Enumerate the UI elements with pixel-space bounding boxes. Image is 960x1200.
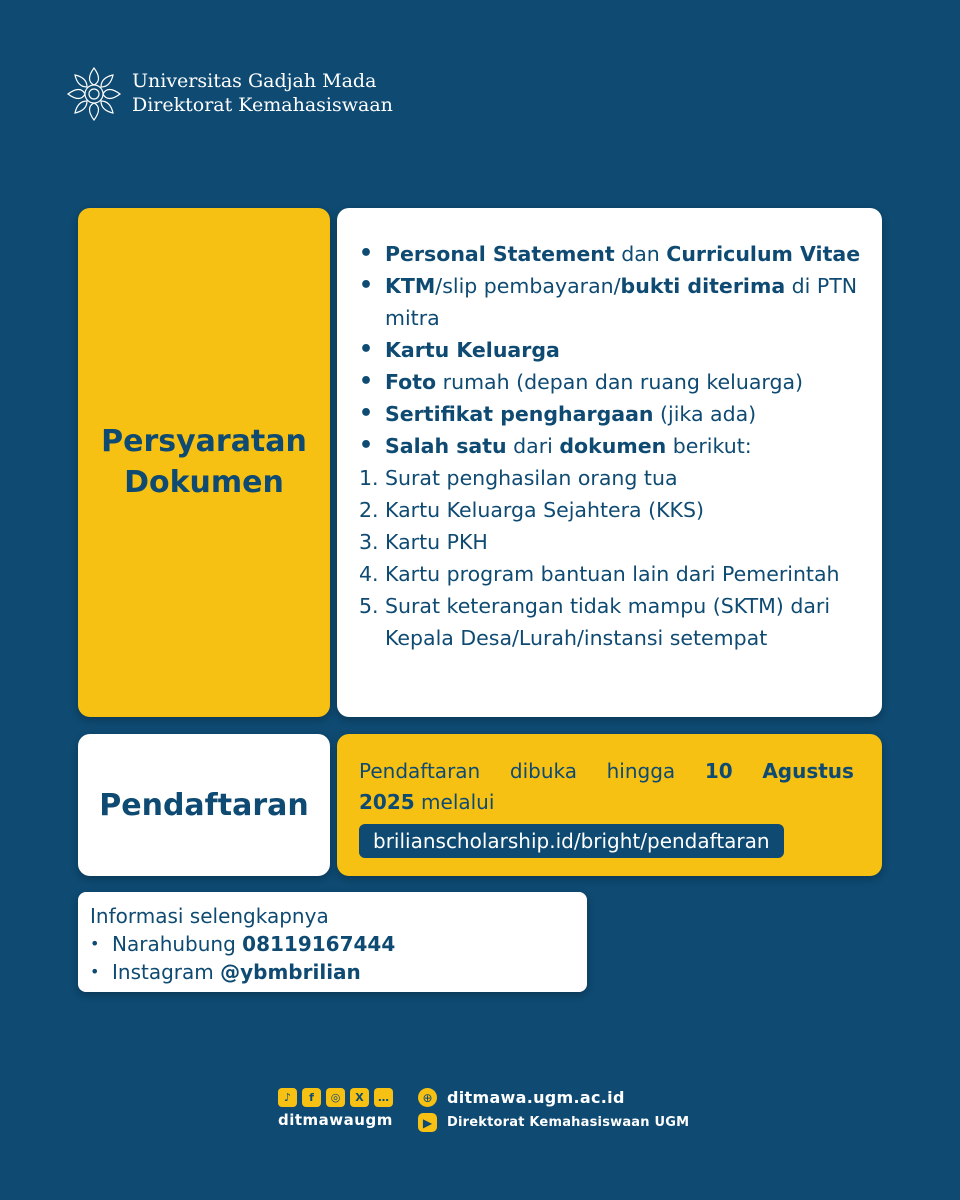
document-option-text: Kartu program bantuan lain dari Pemerintah	[385, 562, 840, 586]
contact-item	[90, 930, 575, 958]
youtube-row[interactable]	[418, 1113, 689, 1132]
number-marker: 5.	[359, 594, 379, 618]
contact-label: Narahubung	[112, 932, 243, 956]
contact-title: Informasi selengkapnya	[90, 904, 329, 928]
requirement-text: KTM	[385, 274, 436, 298]
bullet-marker: •	[359, 241, 374, 266]
registration-word: Agustus	[762, 759, 854, 783]
document-option-text: Surat penghasilan orang tua	[385, 466, 678, 490]
requirement-text: di PTN mitra	[385, 274, 858, 330]
bullet-marker: •	[359, 433, 374, 458]
requirement-item	[359, 430, 872, 462]
header	[64, 64, 393, 124]
ugm-logo-icon	[64, 64, 124, 124]
bullet-marker: •	[90, 962, 100, 981]
tiktok-icon[interactable]: ♪	[278, 1088, 297, 1107]
requirement-text: berikut:	[666, 434, 752, 458]
requirement-text: rumah (depan dan ruang keluarga)	[436, 370, 804, 394]
number-marker: 1.	[359, 466, 379, 490]
bullet-marker: •	[359, 337, 374, 362]
requirements-title-line1: Persyaratan	[101, 424, 307, 459]
requirement-item	[359, 334, 872, 366]
website-row[interactable]	[418, 1088, 689, 1107]
requirements-list	[359, 238, 872, 654]
registration-word: hingga	[606, 759, 676, 783]
instagram-icon[interactable]: ◎	[326, 1088, 345, 1107]
bullet-marker: •	[359, 273, 374, 298]
bullet-marker: •	[359, 369, 374, 394]
requirement-text: /slip pembayaran/	[435, 274, 621, 298]
social-handle[interactable]: ditmawaugm	[278, 1111, 393, 1129]
contact-value[interactable]: @ybmbrilian	[220, 960, 361, 984]
document-option-item	[359, 590, 872, 654]
requirements-title	[101, 422, 307, 503]
requirement-text: dokumen	[559, 434, 667, 458]
registration-line2	[359, 787, 854, 818]
document-option-text: Surat keterangan tidak mampu (SKTM) dari Kepala Desa/Lurah/instansi setempat	[385, 594, 831, 650]
contact-card	[78, 892, 587, 992]
document-option-item	[359, 462, 872, 494]
requirement-text: Personal Statement	[385, 242, 615, 266]
registration-title-card	[78, 734, 330, 876]
x-icon[interactable]: X	[350, 1088, 369, 1107]
requirement-text: Kartu Keluarga	[385, 338, 560, 362]
requirement-text: Salah satu	[385, 434, 507, 458]
university-name: Universitas Gadjah Mada	[132, 70, 377, 93]
contact-label: Instagram	[112, 960, 221, 984]
requirements-list-card	[337, 208, 882, 717]
social-icons	[278, 1088, 393, 1107]
registration-word: 10	[704, 759, 733, 783]
document-option-text: Kartu Keluarga Sejahtera (KKS)	[385, 498, 704, 522]
number-marker: 3.	[359, 530, 379, 554]
registration-info-card	[337, 734, 882, 876]
contact-item	[90, 958, 575, 986]
registration-line1	[359, 756, 854, 787]
requirement-item	[359, 270, 872, 334]
registration-via: melalui	[414, 790, 495, 814]
department-name: Direktorat Kemahasiswaan	[132, 94, 393, 116]
document-option-item	[359, 558, 872, 590]
requirement-text: dari	[506, 434, 560, 458]
facebook-icon[interactable]: f	[302, 1088, 321, 1107]
document-option-text: Kartu PKH	[385, 530, 488, 554]
requirement-text: Curriculum Vitae	[666, 242, 861, 266]
document-option-item	[359, 494, 872, 526]
requirement-item	[359, 366, 872, 398]
number-marker: 4.	[359, 562, 379, 586]
registration-text	[359, 756, 854, 818]
website-link[interactable]: ditmawa.ugm.ac.id	[447, 1088, 625, 1107]
requirement-text: Sertifikat penghargaan	[385, 402, 654, 426]
globe-icon: ⊕	[418, 1088, 437, 1107]
requirement-text: Foto	[385, 370, 437, 394]
requirement-item	[359, 398, 872, 430]
footer-social	[278, 1088, 393, 1129]
requirement-text: bukti diterima	[620, 274, 786, 298]
requirements-title-line2: Dokumen	[124, 464, 284, 500]
requirement-text: (jika ada)	[653, 402, 757, 426]
registration-year: 2025	[359, 790, 415, 814]
number-marker: 2.	[359, 498, 379, 522]
registration-word: dibuka	[509, 759, 577, 783]
youtube-channel[interactable]: Direktorat Kemahasiswaan UGM	[447, 1115, 690, 1130]
contact-items	[90, 930, 575, 986]
requirement-item	[359, 238, 872, 270]
requirement-text: dan	[614, 242, 667, 266]
registration-title: Pendaftaran	[99, 787, 309, 823]
registration-url-link[interactable]: brilianscholarship.id/bright/pendaftaran	[359, 824, 784, 858]
footer-links	[418, 1088, 689, 1138]
bullet-marker: •	[90, 934, 100, 953]
contact-value[interactable]: 08119167444	[242, 932, 396, 956]
header-text	[132, 70, 393, 118]
requirements-title-card	[78, 208, 330, 717]
registration-word: Pendaftaran	[359, 759, 481, 783]
line-icon[interactable]: …	[374, 1088, 393, 1107]
document-option-item	[359, 526, 872, 558]
bullet-marker: •	[359, 401, 374, 426]
youtube-icon: ▶	[418, 1113, 437, 1132]
